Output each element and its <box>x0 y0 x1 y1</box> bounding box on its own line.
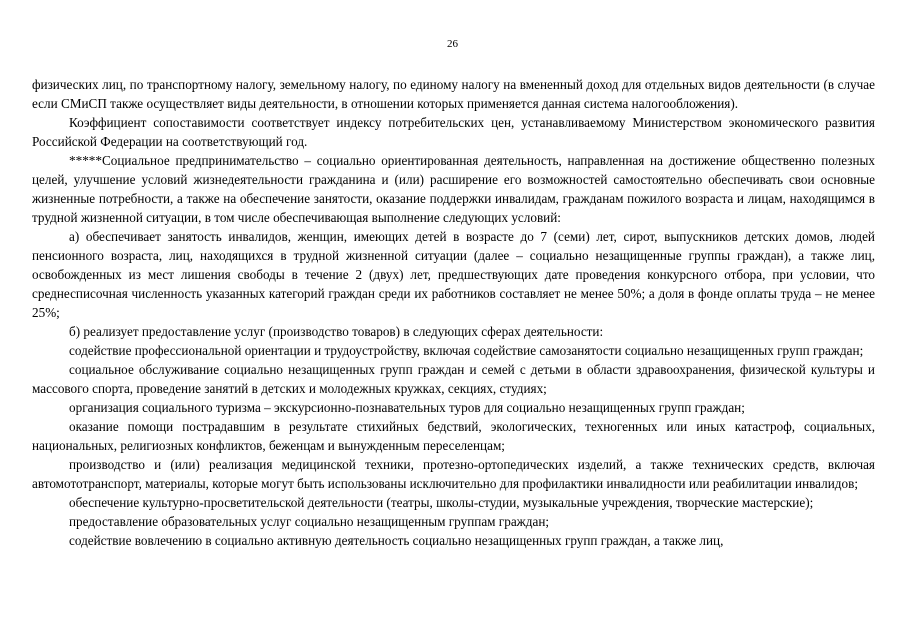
list-item-cultural-activity: обеспечение культурно-просветительской деятельности (театры, школы-студии, музыкальные учреждения, творческие мастерские); <box>69 495 814 510</box>
list-item-disaster-assistance: оказание помощи пострадавшим в результате стихийных бедствий, экологических, техногенных или иных катастроф, социальных, национальных, религиозных конфликтов, беженцам и вынужденным переселенцам; <box>32 419 875 453</box>
paragraph-comparability-coefficient: Коэффициент сопоставимости соответствует индексу потребительских цен, устанавливаемому Министерством экономического развития Российской Федерации на соответствующий год. <box>32 115 875 149</box>
list-item-educational-services: предоставление образовательных услуг социально незащищенным группам граждан; <box>69 514 550 529</box>
paragraph-condition-a: а) обеспечивает занятость инвалидов, женщин, имеющих детей в возрасте до 7 (семи) лет, сирот, выпускников детских домов, людей пенсионного возраста, лиц, находящихся в трудной жизненной ситуации (далее – социально незащищенные группы граждан), а также лиц, освобожденных из мест лишения свободы в течение 2 (двух) лет, предшествующих дате проведения конкурсного отбора, при условии, что среднесписочная численность указанных категорий граждан среди их работников составляет не менее 50%; а доля в фонде оплаты труда – не менее 25%; <box>32 229 875 320</box>
document-body <box>32 75 875 550</box>
paragraph-tax-continuation: физических лиц, по транспортному налогу, земельному налогу, по единому налогу на вмененный доход для отдельных видов деятельности (в случае если СМиСП также осуществляет виды деятельности, в отношении которых применяется данная система налогообложения). <box>32 77 875 111</box>
paragraph-social-entrepreneurship-definition: *****Социальное предпринимательство – социально ориентированная деятельность, направленная на достижение общественно полезных целей, улучшение условий жизнедеятельности гражданина и (или) расширение его возможностей самостоятельно обеспечивать свои основные жизненные потребности, а также на обеспечение занятости, оказание поддержки инвалидам, гражданам пожилого возраста и лицам, находящимся в трудной жизненной ситуации, в том числе обеспечивающая выполнение следующих условий: <box>32 153 875 225</box>
list-item-social-involvement: содействие вовлечению в социально активную деятельность социально незащищенных групп граждан, а также лиц, <box>69 533 724 548</box>
paragraph-condition-b: б) реализует предоставление услуг (производство товаров) в следующих сферах деятельности: <box>69 324 604 339</box>
list-item-medical-equipment: производство и (или) реализация медицинской техники, протезно-ортопедических изделий, а также технических средств, включая автомототранспорт, материалы, которые могут быть использованы исключительно для профилактики инвалидности или реабилитации инвалидов; <box>32 457 875 491</box>
page-number: 26 <box>447 38 458 50</box>
list-item-career-guidance: содействие профессиональной ориентации и трудоустройству, включая содействие самозанятости социально незащищенных групп граждан; <box>69 343 864 358</box>
list-item-social-tourism: организация социального туризма – экскурсионно-познавательных туров для социально незащищенных групп граждан; <box>69 400 745 415</box>
list-item-social-services: социальное обслуживание социально незащищенных групп граждан и семей с детьми в области здравоохранения, физической культуры и массового спорта, проведение занятий в детских и молодежных кружках, секциях, студиях; <box>32 362 875 396</box>
